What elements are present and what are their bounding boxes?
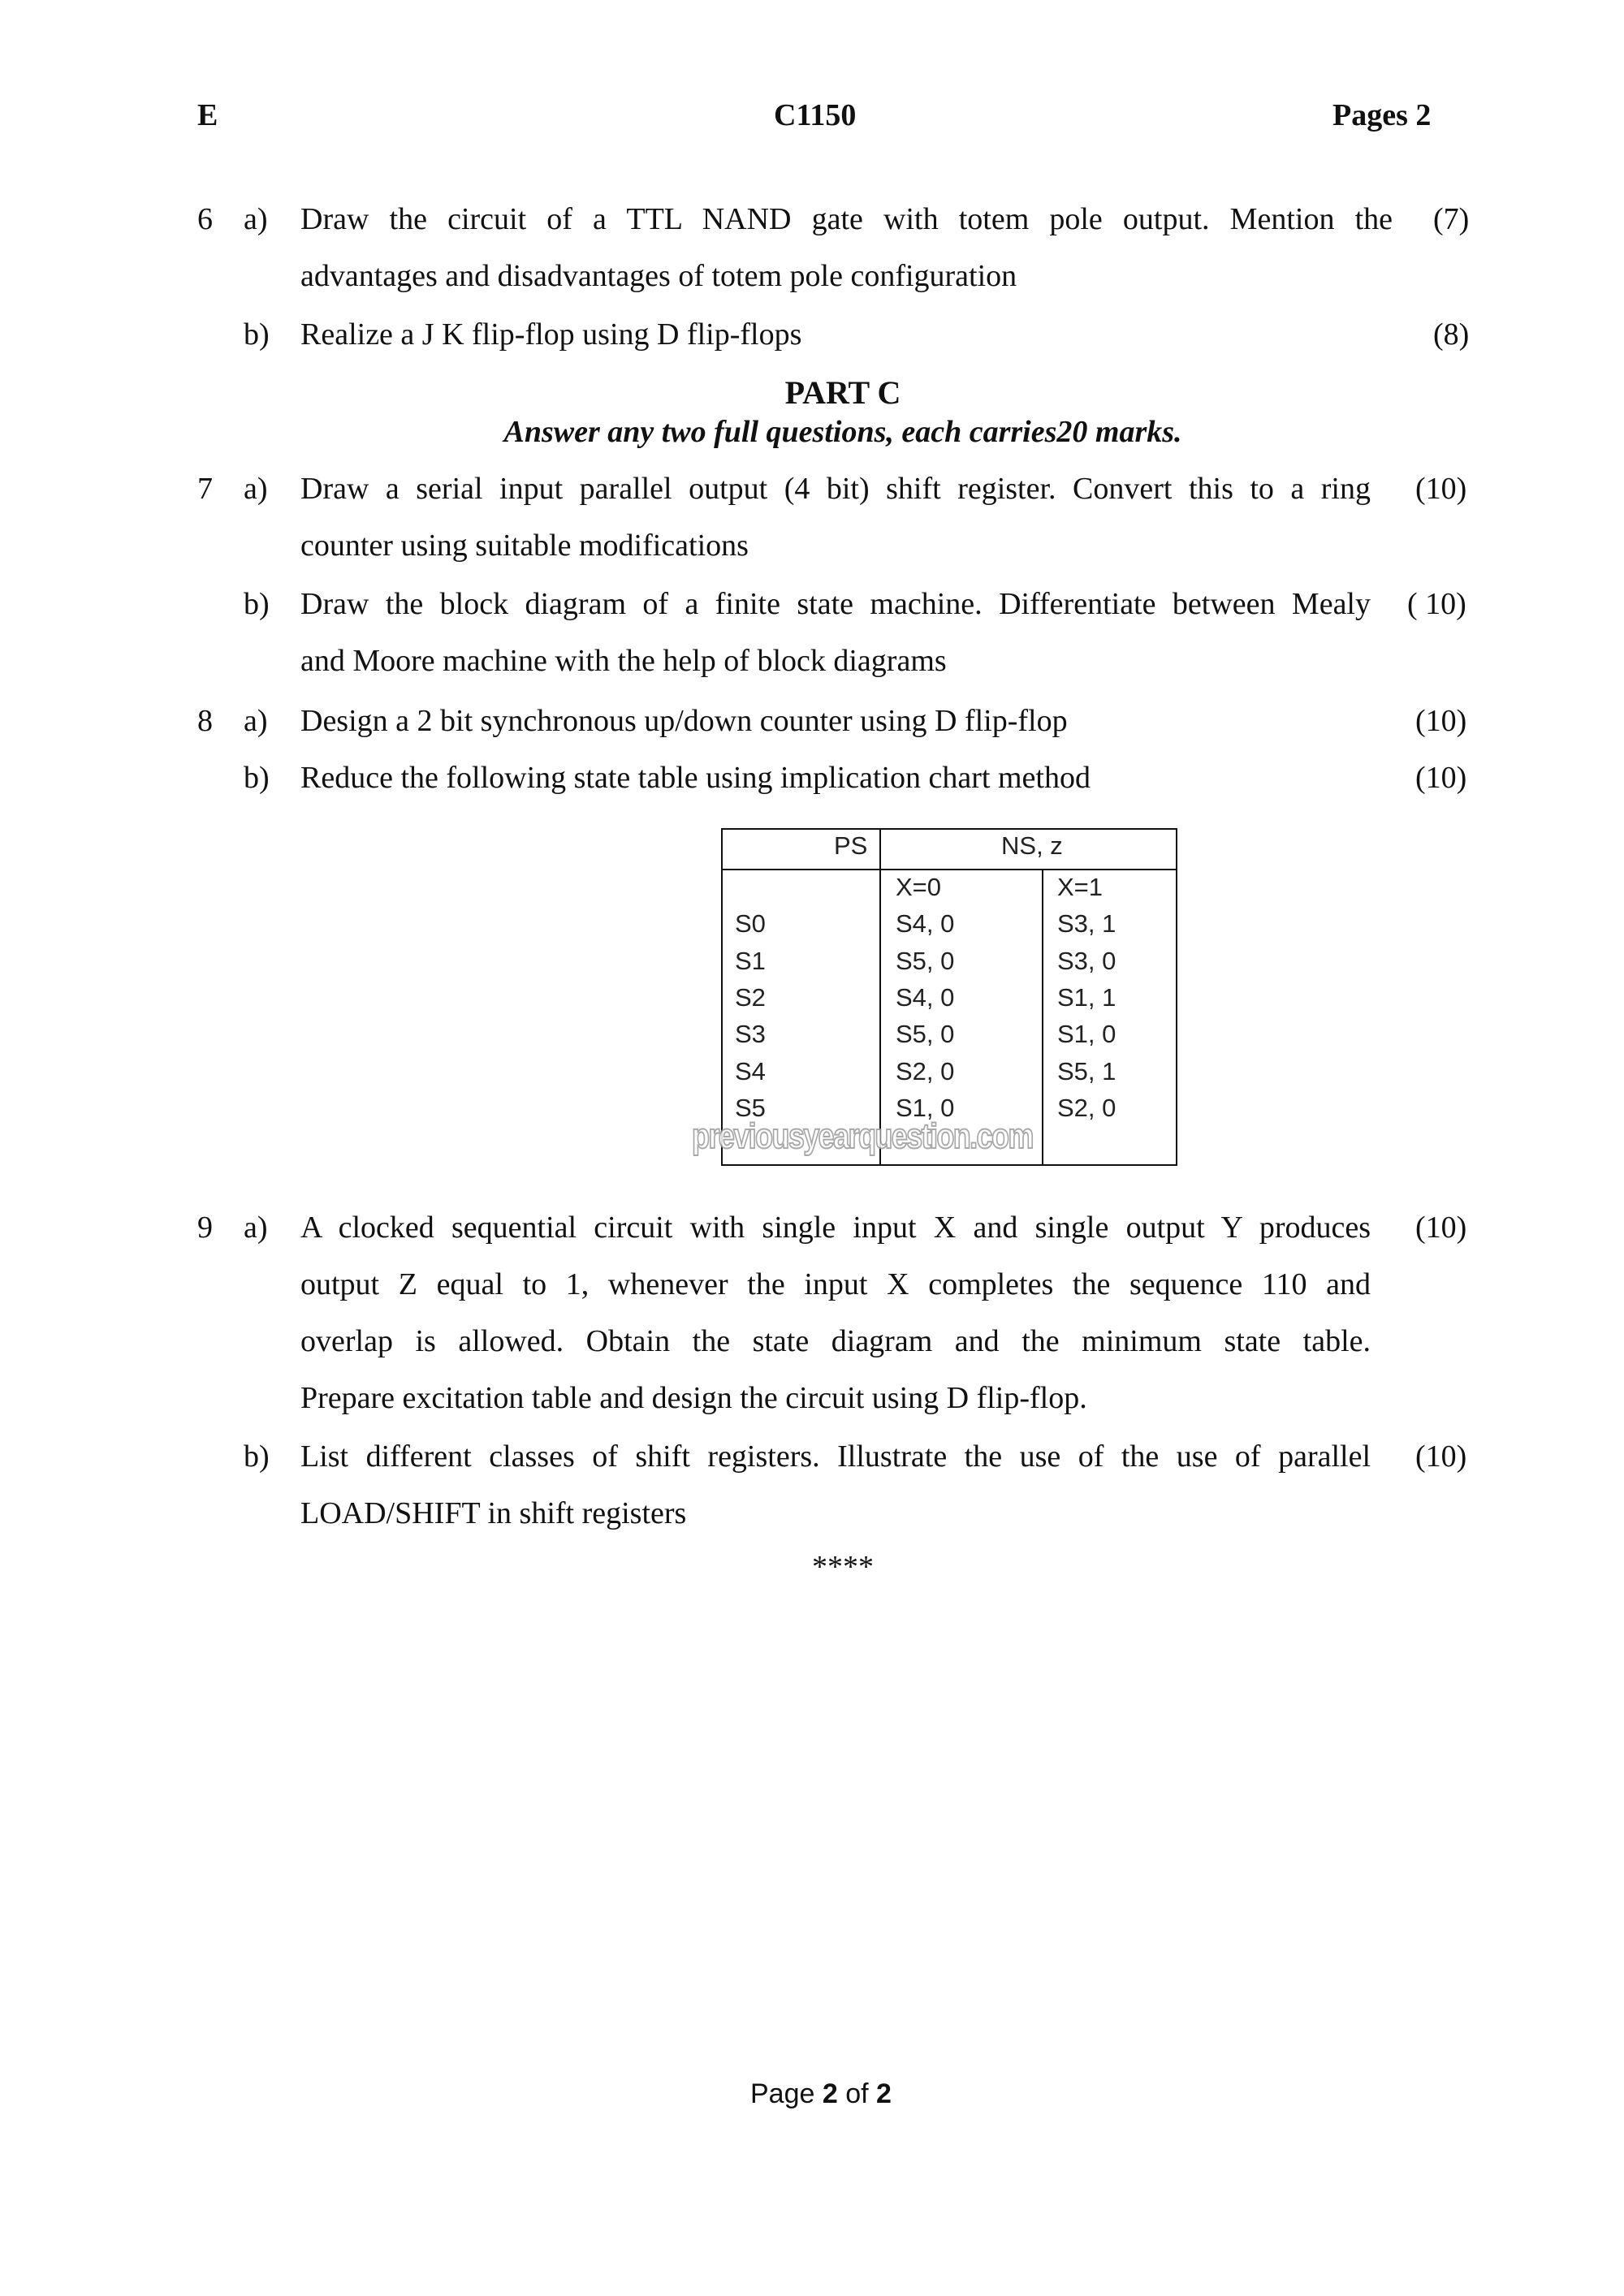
- table-cell-ps: S5: [735, 1094, 766, 1122]
- subquestion-label: a): [244, 1211, 268, 1245]
- table-border-left: [721, 828, 723, 1166]
- table-col-x0: X=0: [896, 873, 942, 901]
- question-text: and Moore machine with the help of block diagrams: [300, 644, 947, 678]
- subquestion-label: a): [244, 704, 268, 738]
- marks: (7): [1433, 202, 1470, 236]
- page-footer: [750, 2078, 892, 2110]
- footer-total-pages: 2: [876, 2078, 892, 2109]
- table-header-ps: PS: [834, 831, 868, 860]
- subquestion-label: b): [244, 317, 270, 352]
- table-cell-x0: S2, 0: [896, 1057, 955, 1085]
- footer-page-word: Page: [750, 2078, 815, 2109]
- question-number: 6: [197, 202, 213, 236]
- marks: (10): [1415, 472, 1467, 506]
- subquestion-label: b): [244, 761, 270, 795]
- table-cell-x1: S1, 0: [1057, 1020, 1116, 1048]
- subquestion-label: a): [244, 472, 268, 506]
- header-paper-code: C1150: [774, 98, 857, 132]
- question-number: 7: [197, 472, 213, 506]
- subquestion-label: b): [244, 1439, 270, 1474]
- table-cell-x1: S2, 0: [1057, 1094, 1116, 1122]
- table-col-divider: [1042, 869, 1043, 1166]
- subquestion-label: a): [244, 202, 268, 236]
- table-cell-x0: S4, 0: [896, 983, 955, 1012]
- table-col-divider: [879, 828, 881, 1166]
- question-text: counter using suitable modifications: [300, 529, 749, 563]
- question-text: Draw a serial input parallel output (4 bit) shift register. Convert this to a ring: [300, 472, 1371, 506]
- table-col-x1: X=1: [1057, 873, 1104, 901]
- header-exam-set: E: [197, 98, 218, 132]
- table-cell-x0: S5, 0: [896, 1020, 955, 1048]
- marks: (10): [1415, 1211, 1467, 1245]
- question-text: A clocked sequential circuit with single input X and single output Y produces: [300, 1211, 1371, 1245]
- end-mark: ****: [812, 1550, 874, 1584]
- question-text: overlap is allowed. Obtain the state diagram and the minimum state table.: [300, 1324, 1371, 1358]
- table-cell-x1: S3, 1: [1057, 909, 1116, 938]
- table-header-ns: NS, z: [1001, 831, 1063, 860]
- table-border-right: [1176, 828, 1177, 1166]
- table-cell-x1: S3, 0: [1057, 947, 1116, 975]
- question-number: 8: [197, 704, 213, 738]
- table-cell-ps: S3: [735, 1020, 766, 1048]
- table-cell-x1: S1, 1: [1057, 983, 1116, 1012]
- question-text: Draw the circuit of a TTL NAND gate with totem pole output. Mention the: [300, 202, 1393, 236]
- table-cell-ps: S0: [735, 909, 766, 938]
- part-instruction: Answer any two full questions, each carries20 marks.: [503, 415, 1182, 449]
- question-text: Draw the block diagram of a finite state machine. Differentiate between Mealy: [300, 587, 1371, 621]
- question-text: Reduce the following state table using implication chart method: [300, 761, 1091, 795]
- question-text: Prepare excitation table and design the circuit using D flip-flop.: [300, 1381, 1087, 1415]
- marks: (10): [1415, 761, 1467, 795]
- subquestion-label: b): [244, 587, 270, 621]
- question-number: 9: [197, 1211, 213, 1245]
- table-cell-x0: S4, 0: [896, 909, 955, 938]
- marks: (10): [1415, 1439, 1467, 1474]
- question-text: output Z equal to 1, whenever the input X completes the sequence 110 and: [300, 1267, 1371, 1301]
- footer-page-number: 2: [822, 2078, 838, 2109]
- table-border-top: [721, 828, 1177, 830]
- table-cell-ps: S2: [735, 983, 766, 1012]
- question-text: Design a 2 bit synchronous up/down counter using D flip-flop: [300, 704, 1068, 738]
- part-title: PART C: [784, 374, 901, 411]
- marks: ( 10): [1407, 587, 1466, 621]
- table-cell-x1: S5, 1: [1057, 1057, 1116, 1085]
- question-text: Realize a J K flip-flop using D flip-flops: [300, 317, 802, 352]
- question-text: LOAD/SHIFT in shift registers: [300, 1496, 687, 1530]
- footer-of-word: of: [845, 2078, 869, 2109]
- watermark: previousyearquestion.com: [692, 1116, 1033, 1156]
- table-header-divider: [721, 869, 1177, 870]
- header-page-count: Pages 2: [1332, 98, 1432, 132]
- question-text: advantages and disadvantages of totem pole configuration: [300, 259, 1017, 293]
- table-cell-ps: S1: [735, 947, 766, 975]
- question-text: List different classes of shift registers. Illustrate the use of the use of parallel: [300, 1439, 1371, 1474]
- table-cell-x0: S5, 0: [896, 947, 955, 975]
- marks: (8): [1433, 317, 1470, 352]
- marks: (10): [1415, 704, 1467, 738]
- table-cell-ps: S4: [735, 1057, 766, 1085]
- table-cell-x0: S1, 0: [896, 1094, 955, 1122]
